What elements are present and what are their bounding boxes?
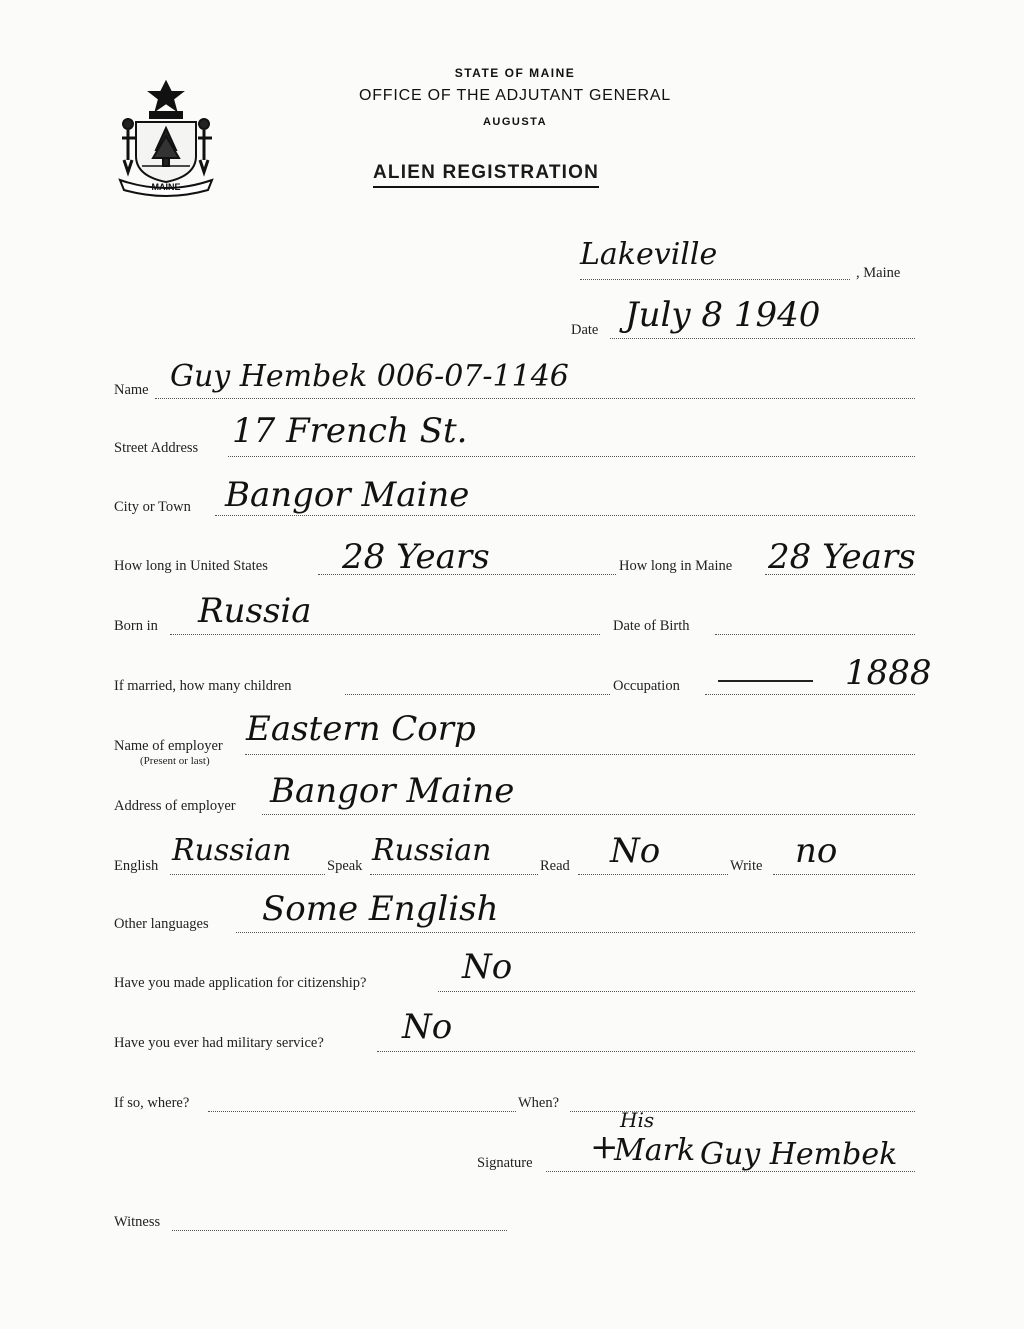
employer-address-line (262, 814, 915, 815)
speak-label: Speak (327, 858, 363, 874)
write-label: Write (730, 858, 763, 874)
occupation-line (705, 694, 915, 695)
city-entry: Bangor Maine (225, 475, 470, 515)
born-in-line (170, 634, 600, 635)
date-line (610, 338, 915, 339)
street-label: Street Address (114, 440, 199, 456)
when-label: When? (518, 1095, 560, 1111)
name-line (155, 398, 915, 399)
employer-address-label: Address of employer (114, 798, 236, 814)
employer-name-label: Name of employer (114, 738, 223, 754)
how-long-maine-label: How long in Maine (619, 558, 733, 574)
date-of-birth-line (715, 634, 915, 635)
signature-name-entry: Guy Hembek (700, 1137, 898, 1172)
occupation-dash-mark (718, 680, 813, 682)
read-line (578, 874, 728, 875)
where-label: If so, where? (114, 1095, 190, 1111)
header-office: OFFICE OF THE ADJUTANT GENERAL (358, 87, 672, 104)
maine-label: , Maine (856, 265, 901, 281)
born-in-label: Born in (114, 618, 158, 634)
how-long-us-entry: 28 Years (342, 537, 490, 577)
street-entry: 17 French St. (232, 411, 468, 451)
name-entry: Guy Hembek 006-07-1146 (170, 359, 569, 394)
date-of-birth-entry: 1888 (845, 653, 932, 693)
military-line (377, 1051, 915, 1052)
date-label: Date (571, 322, 599, 338)
citizenship-label: Have you made application for citizenship? (114, 975, 367, 991)
write-line (773, 874, 915, 875)
children-line (345, 694, 610, 695)
other-languages-entry: Some English (262, 889, 499, 929)
occupation-label: Occupation (613, 678, 680, 694)
english-label: English (114, 858, 159, 874)
military-label: Have you ever had military service? (114, 1035, 324, 1051)
name-label: Name (114, 382, 149, 398)
signature-his-entry: His (620, 1108, 655, 1132)
how-long-us-label: How long in United States (114, 558, 268, 574)
how-long-maine-entry: 28 Years (768, 537, 916, 577)
other-languages-line (236, 932, 915, 933)
city-label: City or Town (114, 499, 191, 515)
place-line (580, 279, 850, 280)
seal-banner-text: MAINE (151, 182, 181, 192)
signature-cross-mark: + (590, 1127, 619, 1167)
write-entry: no (795, 831, 838, 871)
header-city: AUGUSTA (482, 116, 548, 128)
date-entry: July 8 1940 (625, 295, 821, 335)
employer-address-entry: Bangor Maine (270, 771, 515, 811)
employer-name-line (245, 754, 915, 755)
employer-name-entry: Eastern Corp (246, 709, 476, 749)
citizenship-entry: No (462, 947, 513, 987)
children-label: If married, how many children (114, 678, 292, 694)
military-entry: No (402, 1007, 453, 1047)
english-entry: Russian (172, 833, 292, 868)
read-label: Read (540, 858, 570, 874)
other-languages-label: Other languages (114, 916, 209, 932)
signature-mark-entry: Mark (614, 1133, 696, 1168)
date-of-birth-label: Date of Birth (613, 618, 690, 634)
citizenship-line (438, 991, 915, 992)
signature-label: Signature (477, 1155, 533, 1171)
header-state: STATE OF MAINE (454, 66, 576, 80)
form-title: ALIEN REGISTRATION (373, 162, 599, 188)
read-entry: No (610, 831, 661, 871)
witness-line (172, 1230, 507, 1231)
born-in-entry: Russia (198, 591, 312, 631)
city-line (215, 515, 915, 516)
where-line (208, 1111, 516, 1112)
place-entry: Lakeville (580, 237, 718, 272)
street-line (228, 456, 915, 457)
maine-state-seal-icon (112, 78, 220, 198)
english-line (170, 874, 325, 875)
speak-entry: Russian (372, 833, 492, 868)
witness-label: Witness (114, 1214, 161, 1230)
employer-name-sublabel: (Present or last) (140, 755, 210, 767)
speak-line (370, 874, 538, 875)
